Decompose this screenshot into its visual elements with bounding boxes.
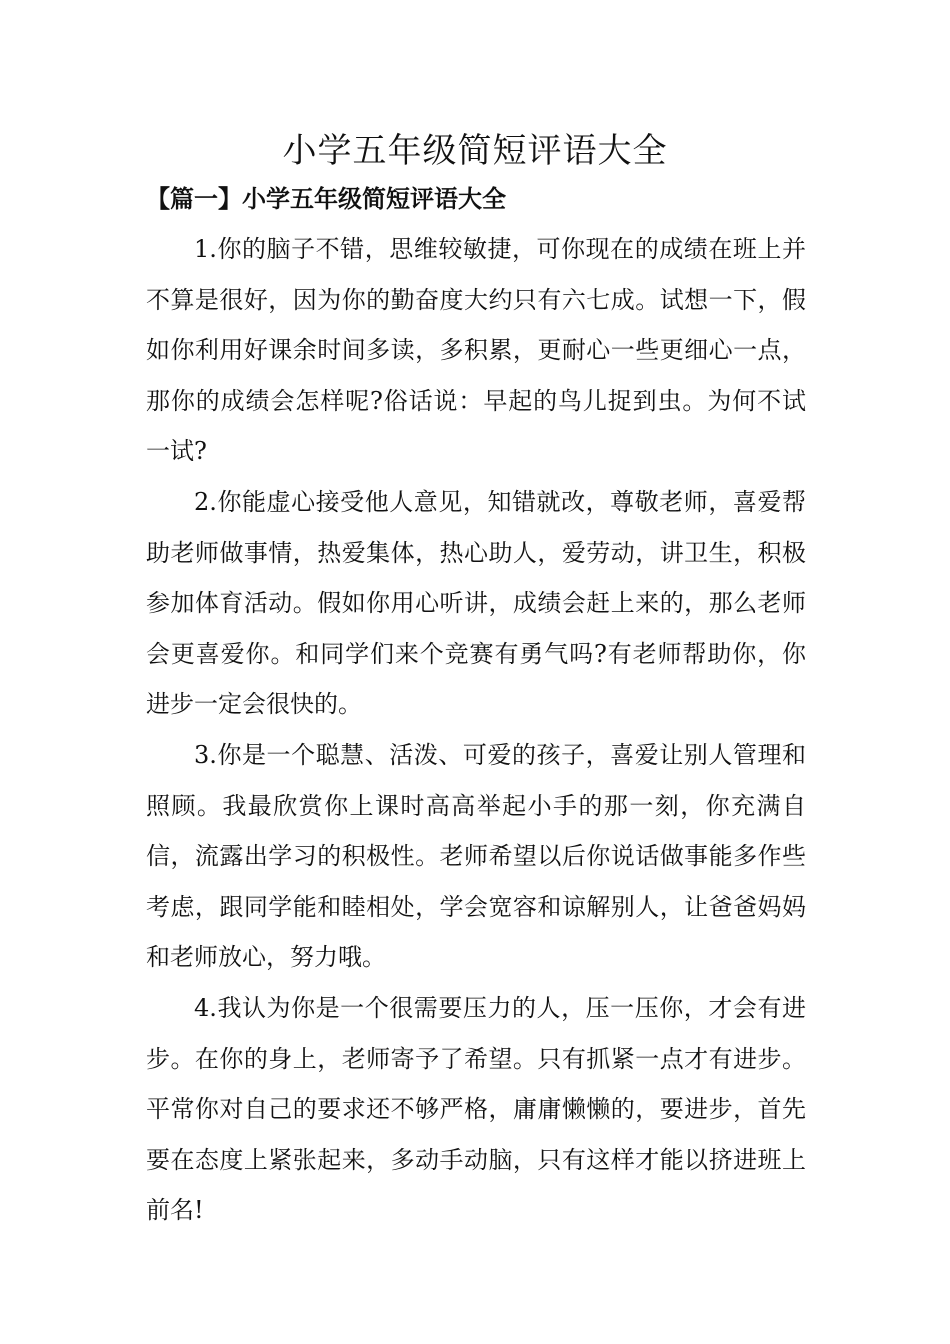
comment-paragraph-3: 3.你是一个聪慧、活泼、可爱的孩子，喜爱让别人管理和照顾。我最欣赏你上课时高高举起小手的那一刻，你充满自信，流露出学习的积极性。老师希望以后你说话做事能多作些考虑，跟同学能和睦相处，学会宽容和谅解别人，让爸爸妈妈和老师放心，努力哦。 xyxy=(146,740,806,972)
comment-paragraph-2: 2.你能虚心接受他人意见，知错就改，尊敬老师，喜爱帮助老师做事情，热爱集体，热心助人，爱劳动，讲卫生，积极参加体育活动。假如你用心听讲，成绩会赶上来的，那么老师会更喜爱你。和同学们来个竞赛有勇气吗?有老师帮助你，你进步一定会很快的。 xyxy=(146,487,806,719)
section-heading: 【篇一】小学五年级简短评语大全 xyxy=(146,184,506,213)
comment-paragraph-4: 4.我认为你是一个很需要压力的人，压一压你，才会有进步。在你的身上，老师寄予了希望。只有抓紧一点才有进步。平常你对自己的要求还不够严格，庸庸懒懒的，要进步，首先要在态度上紧张起来，多动手动脑，只有这样才能以挤进班上前名! xyxy=(146,993,806,1225)
comment-paragraph-1: 1.你的脑子不错，思维较敏捷，可你现在的成绩在班上并不算是很好，因为你的勤奋度大约只有六七成。试想一下，假如你利用好课余时间多读，多积累，更耐心一些更细心一点，那你的成绩会怎样呢?俗话说：早起的鸟儿捉到虫。为何不试一试? xyxy=(146,235,806,466)
document-title: 小学五年级简短评语大全 xyxy=(282,131,668,171)
document-body xyxy=(146,224,806,1236)
